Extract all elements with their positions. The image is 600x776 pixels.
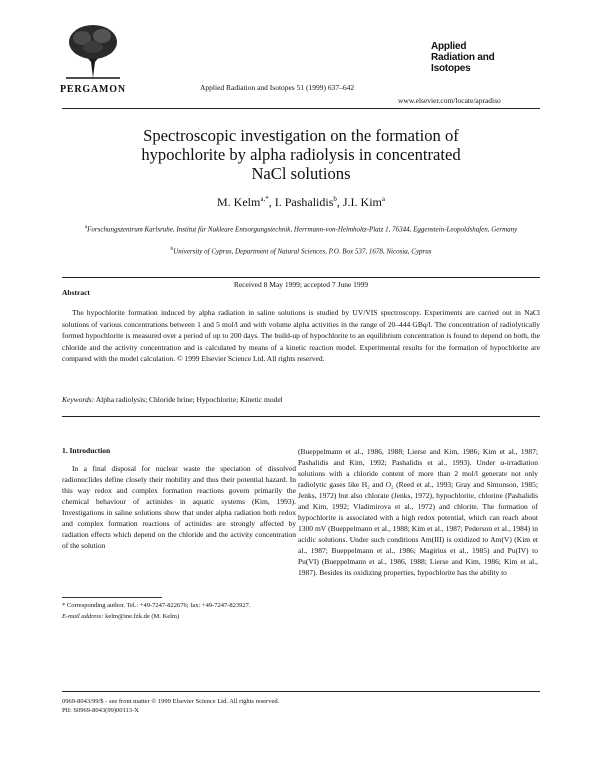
copyright-block <box>62 697 279 715</box>
abstract-heading: Abstract <box>62 288 90 297</box>
body-column-left: In a final disposal for nuclear waste the speciation of dissolved radionuclides define closely their mobility and thus their potential hazard. In this way redox and complex formation reactions govern primarily the chemical behaviour of actinides in aquatic systems (Kim, 1993). Investigations in saline solutions show that under alpha radiation both redox and complex formation reactions of actinides are strongly affected by radiation effects which depend on the chloride and the activity concentration of the solution <box>62 464 296 550</box>
affiliation-mark: a <box>84 224 88 230</box>
footnote <box>62 601 296 621</box>
author-list: M. Kelm$^{a,*}$, I. Pashalidis$^b$, J.I. Kim$^a$ <box>217 195 385 209</box>
copyright-line: 0969-8043/99/$ - see front matter © 1999 Elsevier Science Ltd. All rights reserved. <box>62 698 280 705</box>
journal-url[interactable]: www.elsevier.com/locate/apradiso <box>398 96 501 105</box>
section-heading: 1. Introduction <box>62 446 111 455</box>
journal-logo <box>431 41 495 74</box>
journal-logo-line: Applied <box>431 41 467 52</box>
body-column-right: (Bueppelmann et al., 1986, 1988; Lierse and Kim, 1986; Kim et al., 1987; Pashalidis and Kim, 1992; Pashalidis et al., 1993). Under α-irradiation solutions with a chloride content of more than 2 mol/l generate not only radiolytic gases like H₂ and O₂ (Reed et al., 1993; Gray and Simonson, 1985; Jenks, 1972) but also chlorate (Jenks, 1972), hypochlorite, chlorine (Pashalidis and Kim, 1992; Vladimirova et al., 1972) and chlorite. The formation of hypochlorite is associated with a high redox potential, which can reach about 1300 mV (Bueppelmann et al., 1988; Kim et al., 1987; Pederson et al., 1984) in acidic solutions. Under such conditions Am(III) is oxidized to Am(V) (Kim et al., 1987; Bueppelmann et al., 1986; Magirius et al., 1985) and Pu(IV) to Pu(VI) (Bueppelmann et al., 1986, 1988; Lierse and Kim, 1986; Kim et al., 1987). Besides its oxidizing properties, hypochlorite has the ability to <box>298 447 538 577</box>
keywords-label: Keywords: <box>62 395 95 404</box>
abstract-body: The hypochlorite formation induced by alpha radiation in saline solutions is studied by UV/VIS spectroscopy. Experiments are carried out in NaCl solutions of various concentrations between 1 and 5 mol/l and with volume alpha activities in the range of 20–444 GBq/l. The concentration of radiolytically formed hypochlorite is measured over a period of up to 200 days. The build-up of hypochlorite to an equilibrium concentration is found to depend on both, the chloride and the activity concentration and is calculated by means of a kinetic reaction model. Experimental results for the formation of hypochlorite are compared with the model calculation. © 1999 Elsevier Science Ltd. All rights reserved. <box>62 308 540 363</box>
keywords-text: Alpha radiolysis; Chloride brine; Hypochlorite; Kinetic model <box>95 395 283 404</box>
keywords <box>62 395 283 404</box>
email-label: E-mail address: <box>62 613 104 620</box>
title-line: hypochlorite by alpha radiolysis in concentrated <box>141 145 461 164</box>
author-affiliation-mark: a <box>381 195 385 203</box>
title-line: NaCl solutions <box>251 164 351 183</box>
header-rule <box>62 108 540 109</box>
email-line <box>62 612 296 621</box>
publisher-name: PERGAMON <box>60 84 126 95</box>
affiliation-text: Forschungszentrum Karlsruhe, Institut für Nukleare Entsorgungstechnik, Herrmann-von-Helmholtz-Platz 1, 76344, Eggenstein-Leopoldshafen, Germany <box>87 225 518 234</box>
abstract-bottom-rule <box>62 416 540 417</box>
title-line: Spectroscopic investigation on the formation of <box>143 126 459 145</box>
affiliation-b <box>62 245 540 257</box>
corresponding-author-note: * Corresponding author. Tel.: +49-7247-822676; fax: +49-7247-823927. <box>62 602 251 609</box>
paper-title <box>62 126 540 183</box>
journal-logo-line: Radiation and <box>431 52 495 63</box>
author-affiliation-mark: a,* <box>260 195 269 203</box>
affiliation-a <box>62 223 540 235</box>
footnote-rule <box>62 597 162 598</box>
affiliation-text: University of Cyprus, Department of Natural Sciences, P.O. Box 537, 1678, Nicosia, Cyprus <box>173 247 432 256</box>
publisher-logo <box>62 22 124 80</box>
author-affiliation-mark: b <box>333 195 337 203</box>
author-name: I. Pashalidis <box>274 195 334 209</box>
affiliation-mark: b <box>170 246 174 252</box>
copyright-rule <box>62 691 540 692</box>
author-name: M. Kelm <box>217 195 261 209</box>
pii-line: PII: S0969-8043(99)00113-X <box>62 707 139 714</box>
journal-citation: Applied Radiation and Isotopes 51 (1999) 637–642 <box>200 83 355 92</box>
author-name: J.I. Kim <box>342 195 382 209</box>
received-dates: Received 8 May 1999; accepted 7 June 1999 <box>233 280 369 289</box>
email-address[interactable]: kelm@ine.fzk.de (M. Kelm) <box>105 613 180 620</box>
journal-logo-line: Isotopes <box>431 63 471 74</box>
abstract-top-rule <box>62 277 540 278</box>
